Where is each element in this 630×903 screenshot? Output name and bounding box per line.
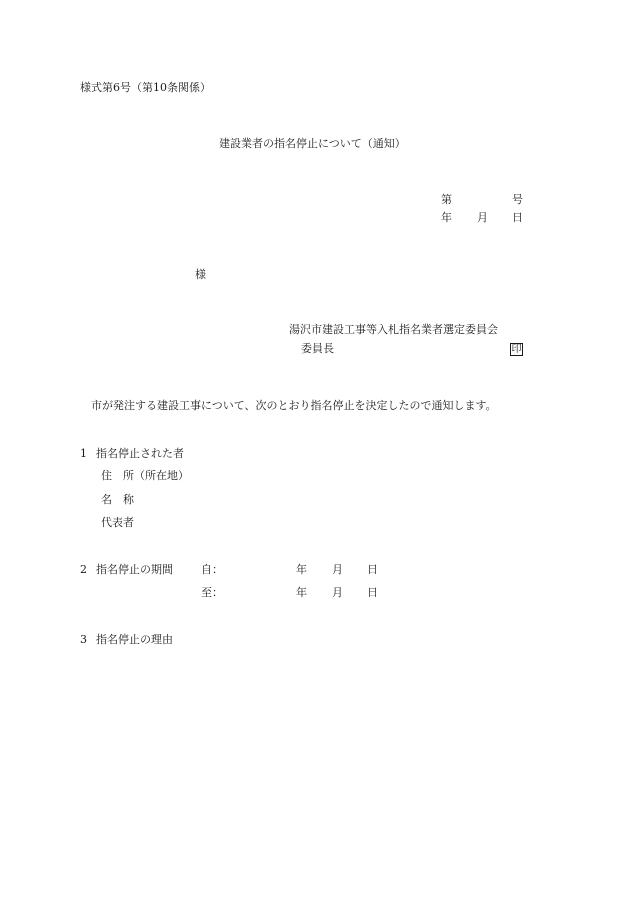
representative-label: 代表者 xyxy=(101,516,134,529)
from-month: 月 xyxy=(332,563,343,576)
date-month: 月 xyxy=(477,211,488,224)
seal-stamp: 印 xyxy=(511,344,522,355)
from-year: 年 xyxy=(296,563,307,576)
name-label: 名 称 xyxy=(101,493,134,506)
body-text: 市が発注する建設工事について、次のとおり指名停止を決定したので通知します。 xyxy=(91,399,497,412)
item1-number: 1 xyxy=(80,447,87,460)
ref-number-prefix: 第 xyxy=(441,193,452,206)
item1-heading: 指名停止された者 xyxy=(96,447,184,460)
item2-number: 2 xyxy=(80,563,87,576)
address-label: 住 所（所在地） xyxy=(101,469,189,482)
period-to-label: 至： xyxy=(201,586,223,599)
form-label: 様式第6号（第10条関係） xyxy=(80,81,211,94)
ref-number-suffix: 号 xyxy=(512,193,523,206)
issuer-role: 委員長 xyxy=(301,342,334,355)
period-from-label: 自： xyxy=(201,563,223,576)
to-day: 日 xyxy=(367,586,378,599)
item3-number: 3 xyxy=(80,633,87,646)
to-year: 年 xyxy=(296,586,307,599)
issuer-organization: 湯沢市建設工事等入札指名業者選定委員会 xyxy=(289,323,498,336)
addressee-suffix: 様 xyxy=(195,268,206,281)
item2-heading: 指名停止の期間 xyxy=(96,563,173,576)
date-day: 日 xyxy=(512,211,523,224)
from-day: 日 xyxy=(367,563,378,576)
date-year: 年 xyxy=(441,211,452,224)
to-month: 月 xyxy=(332,586,343,599)
document-title: 建設業者の指名停止について（通知） xyxy=(219,137,406,150)
item3-heading: 指名停止の理由 xyxy=(96,633,173,646)
